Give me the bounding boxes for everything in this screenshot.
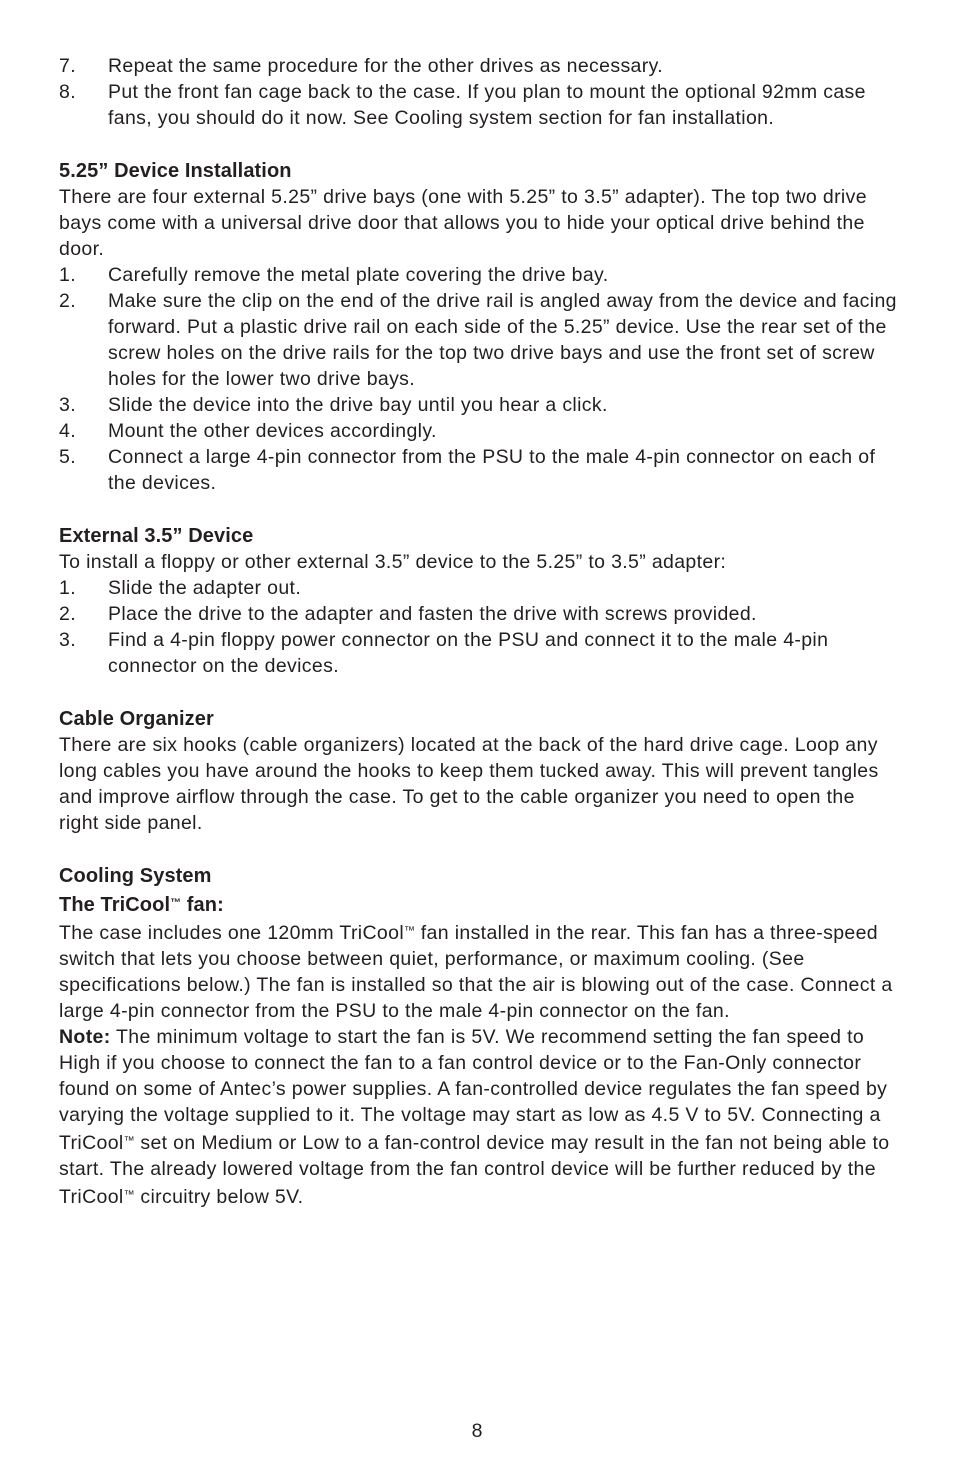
note-label: Note:	[59, 1026, 111, 1048]
trademark-symbol: ™	[404, 925, 415, 937]
section-body-cable-organizer: There are six hooks (cable organizers) located at the back of the hard drive cage. Loop any long cables you have around the hooks to keep them tucked away. This will prevent tangles and improve airflow through the case. To get to the cable organizer you need to open the right side panel.	[59, 734, 879, 834]
section-heading-cable-organizer: Cable Organizer	[59, 708, 214, 730]
tricool-note	[59, 1024, 899, 1210]
list-item	[59, 601, 899, 627]
subheading-tricool-fan	[59, 890, 899, 918]
step-text: Carefully remove the metal plate covering the drive bay.	[108, 264, 609, 286]
step-number: 5.	[59, 446, 76, 468]
steps-list-525-device	[59, 262, 899, 496]
step-text: Connect a large 4-pin connector from the PSU to the male 4-pin connector on each of the devices.	[108, 446, 876, 494]
step-text: Make sure the clip on the end of the drive rail is angled away from the device and facing forward. Put a plastic drive rail on each side of the 5.25” device. Use the rear set of the screw holes on the drive rails for the top two drive bays and use the front set of screw holes for the lower two drive bays.	[108, 290, 897, 390]
section-intro-external-35: To install a floppy or other external 3.5” device to the 5.25” to 3.5” adapter:	[59, 551, 727, 573]
trademark-symbol: ™	[170, 897, 182, 909]
section-intro-525-device: There are four external 5.25” drive bays (one with 5.25” to 3.5” adapter). The top two drive bays come with a universal drive door that allows you to hide your optical drive behind the door.	[59, 186, 867, 260]
paragraph-text: fan installed in the rear. This fan has a three-speed switch that lets you choose between quiet, performance, or maximum cooling. (See specifications below.) The fan is installed so that the air is blowing out of the case. Connect a large 4-pin connector from the PSU to the male 4-pin connector on the fan.	[59, 922, 893, 1022]
section-heading-external-35: External 3.5” Device	[59, 525, 254, 547]
subheading-text: The TriCool	[59, 894, 171, 916]
trademark-symbol: ™	[123, 1135, 135, 1147]
step-text: Mount the other devices accordingly.	[108, 420, 437, 442]
step-number: 3.	[59, 394, 76, 416]
trademark-symbol: ™	[123, 1189, 135, 1201]
list-item	[59, 288, 899, 392]
step-number: 1.	[59, 577, 76, 599]
step-number: 3.	[59, 629, 76, 651]
list-item	[59, 418, 899, 444]
step-text: Put the front fan cage back to the case. If you plan to mount the optional 92mm case fans, you should do it now. See Cooling system section for fan installation.	[108, 81, 866, 129]
step-number: 1.	[59, 264, 76, 286]
list-item	[59, 444, 899, 496]
tricool-description	[59, 918, 899, 1024]
list-item	[59, 79, 899, 131]
step-text: Find a 4-pin floppy power connector on the PSU and connect it to the male 4-pin connector on the devices.	[108, 629, 829, 677]
section-heading-cooling-system: Cooling System	[59, 865, 212, 887]
manual-page	[59, 53, 899, 1210]
page-number: 8	[471, 1420, 483, 1442]
note-text: The minimum voltage to start the fan is 5V. We recommend setting the fan speed to High if you choose to connect the fan to a fan control device or to the Fan-Only connector found on some of Antec’s power supplies. A fan-controlled device regulates the fan speed by varying the voltage supplied to it. The voltage may start as low as 4.5 V to 5V. Connecting a TriCool	[59, 1026, 888, 1154]
step-number: 7.	[59, 55, 76, 77]
list-item	[59, 392, 899, 418]
step-text: Repeat the same procedure for the other drives as necessary.	[108, 55, 664, 77]
intro-steps-list	[59, 53, 899, 131]
list-item	[59, 575, 899, 601]
step-number: 2.	[59, 290, 76, 312]
step-text: Place the drive to the adapter and fasten the drive with screws provided.	[108, 603, 757, 625]
list-item	[59, 262, 899, 288]
subheading-text-end: fan:	[181, 894, 224, 916]
steps-list-external-35	[59, 575, 899, 679]
step-number: 4.	[59, 420, 76, 442]
note-text: set on Medium or Low to a fan-control device may result in the fan not being able to start. The already lowered voltage from the fan control device will be further reduced by the TriCool	[59, 1132, 890, 1208]
paragraph-text: The case includes one 120mm TriCool	[59, 922, 404, 944]
list-item	[59, 53, 899, 79]
note-text: circuitry below 5V.	[134, 1186, 304, 1208]
step-text: Slide the adapter out.	[108, 577, 302, 599]
step-number: 2.	[59, 603, 76, 625]
step-number: 8.	[59, 81, 76, 103]
section-heading-525-device: 5.25” Device Installation	[59, 160, 292, 182]
step-text: Slide the device into the drive bay until you hear a click.	[108, 394, 608, 416]
list-item	[59, 627, 899, 679]
